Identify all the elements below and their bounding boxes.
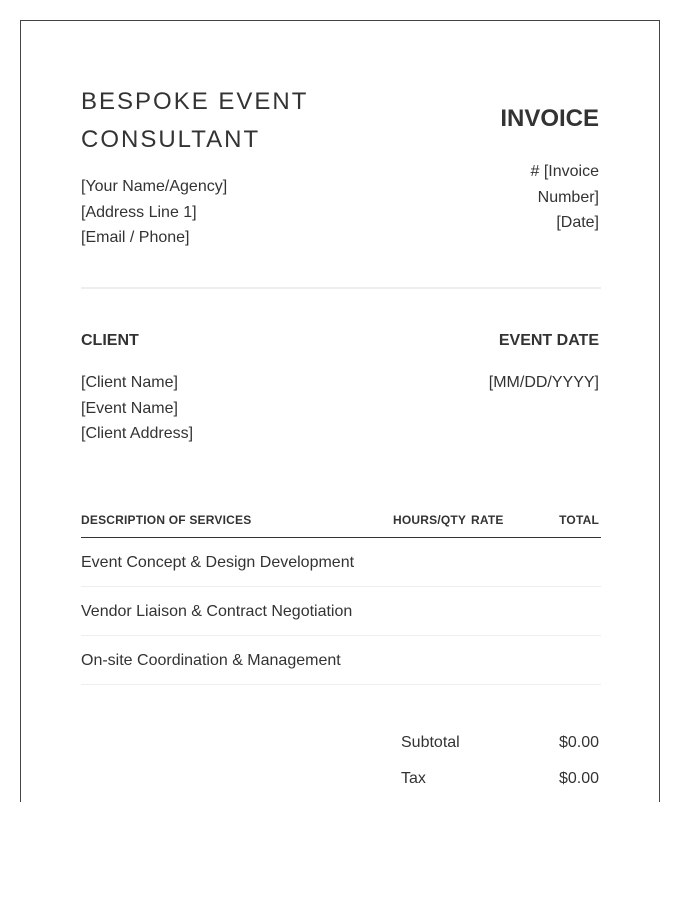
column-header-qty: HOURS/QTY [393, 513, 467, 527]
invoice-date: [Date] [556, 214, 599, 231]
brand-name [81, 83, 381, 159]
sender-info [81, 174, 227, 251]
client-info [81, 370, 193, 447]
client-address: [Client Address] [81, 425, 194, 442]
tax-value: $0.00 [558, 770, 599, 787]
event-date-value: [MM/DD/YYYY] [488, 374, 599, 391]
service-description: On-site Coordination & Management [81, 652, 341, 669]
column-header-rate: RATE [471, 513, 504, 527]
brand-line-1: BESPOKE EVENT [81, 88, 309, 115]
header-divider [81, 287, 601, 289]
invoice-meta [459, 159, 599, 236]
event-date-heading: EVENT DATE [498, 332, 599, 349]
column-header-description: DESCRIPTION OF SERVICES [81, 513, 252, 527]
client-name: [Client Name] [81, 374, 178, 391]
brand-line-2: CONSULTANT [81, 126, 261, 153]
sender-contact: [Email / Phone] [81, 229, 190, 246]
column-header-total: TOTAL [559, 513, 599, 527]
subtotal-value: $0.00 [558, 734, 599, 751]
service-description: Vendor Liaison & Contract Negotiation [81, 603, 353, 620]
sender-name: [Your Name/Agency] [81, 178, 228, 195]
invoice-number-line-1: # [Invoice [530, 163, 599, 180]
invoice-sheet [20, 20, 660, 802]
table-row [81, 636, 601, 685]
subtotal-label: Subtotal [401, 734, 460, 751]
tax-label: Tax [401, 770, 426, 787]
service-description: Event Concept & Design Development [81, 554, 355, 571]
table-row [81, 538, 601, 587]
sender-address: [Address Line 1] [81, 203, 197, 221]
table-row [81, 587, 601, 636]
client-event-name: [Event Name] [81, 399, 178, 417]
invoice-title: INVOICE [500, 105, 599, 132]
invoice-number-line-2: Number] [537, 188, 599, 206]
client-heading: CLIENT [81, 332, 139, 349]
